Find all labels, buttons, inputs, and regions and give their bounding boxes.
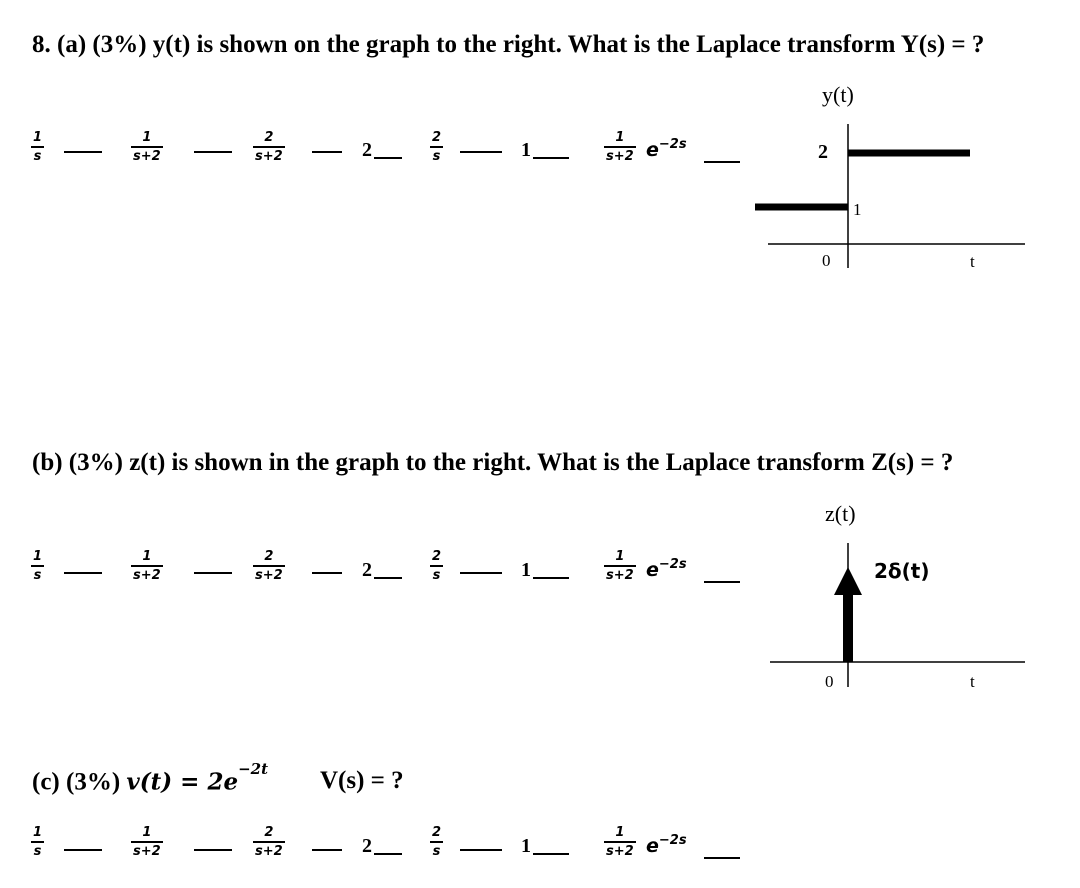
answer-blank[interactable]: [194, 572, 232, 574]
option-2-over-s-plus-2[interactable]: 2 s+2: [255, 825, 283, 859]
answer-blank[interactable]: [533, 157, 569, 159]
answer-blank[interactable]: [374, 853, 402, 855]
option-2-over-s[interactable]: 2 s: [432, 549, 442, 583]
answer-blank[interactable]: [64, 151, 102, 153]
answer-blank[interactable]: [312, 572, 342, 574]
prompt-vs: V(s) = ?: [320, 767, 404, 794]
option-constant-1[interactable]: 1: [521, 559, 531, 581]
option-1-over-s-plus-2[interactable]: 1 s+2: [133, 549, 161, 583]
answer-blank[interactable]: [194, 151, 232, 153]
question-b: (b) (3%) z(t) is shown in the graph to the right. What is the Laplace transform Z(s) = ?: [32, 449, 954, 476]
option-2-over-s[interactable]: 2 s: [432, 130, 442, 164]
answer-blank[interactable]: [64, 849, 102, 851]
graph-b-xlabel: t: [970, 672, 975, 691]
option-constant-1[interactable]: 1: [521, 835, 531, 857]
exp-term: $e^{-2s}$: [646, 137, 687, 161]
graph-a: [740, 110, 1040, 280]
graph-a-ylabel: y(t): [822, 82, 854, 107]
option-1-over-s[interactable]: 1 s: [33, 549, 43, 583]
exp-term: $e^{-2s}$: [646, 557, 687, 581]
answer-blank[interactable]: [704, 857, 740, 859]
answer-blank[interactable]: [194, 849, 232, 851]
option-exp-over-s-plus-2[interactable]: 1 s+2: [606, 130, 634, 164]
graph-a-origin: 0: [822, 251, 831, 270]
exp-term: $e^{-2s}$: [646, 833, 687, 857]
answer-blank[interactable]: [460, 151, 502, 153]
answer-blank[interactable]: [460, 849, 502, 851]
option-constant-1[interactable]: 1: [521, 139, 531, 161]
option-1-over-s[interactable]: 1 s: [33, 130, 43, 164]
question-a: 8. (a) (3%) y(t) is shown on the graph to the right. What is the Laplace transform Y(s) = ?: [32, 31, 985, 58]
graph-a-tick-1: 1: [853, 200, 862, 219]
answer-blank[interactable]: [460, 572, 502, 574]
graph-b-impulse-arrowhead: [834, 567, 862, 595]
option-2-over-s-plus-2[interactable]: 2 s+2: [255, 549, 283, 583]
option-1-over-s-plus-2[interactable]: 1 s+2: [133, 825, 161, 859]
option-1-over-s-plus-2[interactable]: 1 s+2: [133, 130, 161, 164]
answer-blank[interactable]: [374, 157, 402, 159]
option-constant-2[interactable]: 2: [362, 559, 372, 581]
option-constant-2[interactable]: 2: [362, 139, 372, 161]
answer-blank[interactable]: [312, 151, 342, 153]
graph-b-origin: 0: [825, 672, 834, 691]
answer-blank[interactable]: [533, 853, 569, 855]
option-exp-over-s-plus-2[interactable]: 1 s+2: [606, 549, 634, 583]
option-2-over-s-plus-2[interactable]: 2 s+2: [255, 130, 283, 164]
option-constant-2[interactable]: 2: [362, 835, 372, 857]
answer-blank[interactable]: [64, 572, 102, 574]
answer-blank[interactable]: [312, 849, 342, 851]
graph-b-ylabel: z(t): [825, 501, 856, 526]
graph-b-impulse-stem: [843, 595, 853, 662]
vt-expression: v(t) = 2e: [126, 768, 239, 796]
answer-blank[interactable]: [374, 577, 402, 579]
answer-blank[interactable]: [704, 161, 740, 163]
vt-exponent: −2t: [238, 760, 269, 778]
graph-b-impulse-label: 2δ(t): [874, 559, 930, 583]
answer-blank[interactable]: [533, 577, 569, 579]
graph-a-xlabel: t: [970, 252, 975, 271]
graph-a-tick-2: 2: [818, 141, 828, 163]
answer-blank[interactable]: [704, 581, 740, 583]
option-1-over-s[interactable]: 1 s: [33, 825, 43, 859]
option-2-over-s[interactable]: 2 s: [432, 825, 442, 859]
option-exp-over-s-plus-2[interactable]: 1 s+2: [606, 825, 634, 859]
question-c: (c) (3%) $v(t) = 2e^{-2t}$: [32, 760, 269, 796]
